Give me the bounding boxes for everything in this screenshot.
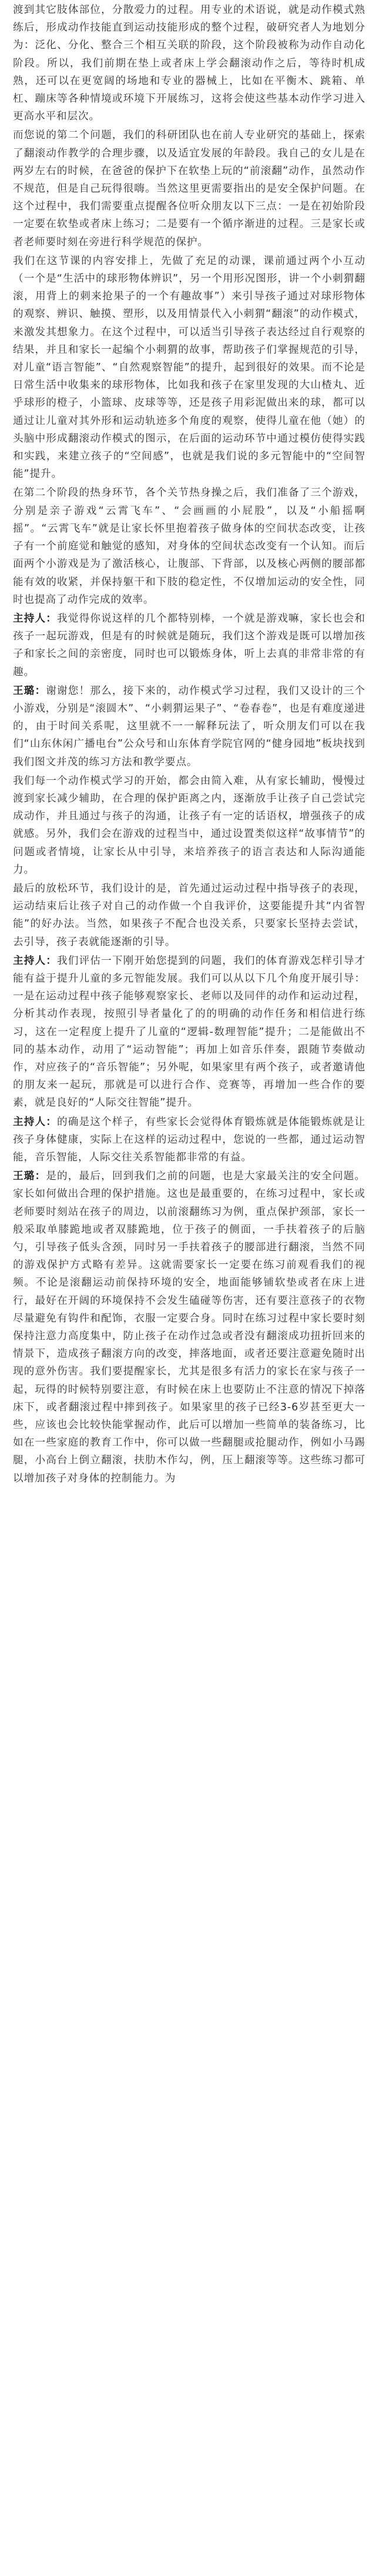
paragraph xyxy=(13,126,365,251)
speaker-label: 王璐： xyxy=(13,685,46,697)
paragraph xyxy=(13,1167,365,1487)
paragraph-text: 的确是这个样子，有些家长会觉得体育锻炼就是体能锻炼就是让孩子身体健康，实际上在这样的运动过程中，您说的一些都，通过运动智能，音乐智能，人际交往关系智能都非常的有益。 xyxy=(13,1116,366,1163)
paragraph xyxy=(13,1,365,125)
paragraph-text: 是的，最后，回到我们之前的问题，也是大家最关注的安全问题。家长如何做出合理的保护措施。这也是最重要的，在练习过程中，家长或老师要时刻站在孩子的周边，以前滚翻练习为例，重点保护颈部，家长一般采取单膝跪地或者双膝跪地，位于孩子的侧面，一手扶着孩子的后脑勺，引导孩子低头含颈，同时另一手扶着孩子的腰部进行翻滚，当然不同的游戏保护方式略有差异。这就需要家长一定要在练习前观看我们的视频。不论是滚翻运动前保持环境的安全，地面能够铺软垫或者在床上进行，最好在开阔的环境保持不会发生磕碰等伤害，还有要注意孩子的衣物尽量避免有钩件和配饰，衣服一定要合身。同时在练习过程中家长要时刻保持注意力高度集中，防止孩子在动作过急或者没有翻滚成功扭折回来的情景下，造成孩子翻滚方向的改变，摔落地面，或者还要注意避免随时出现的意外伤害。我们要提醒家长，尤其是很多有活力的家长在家与孩子一起，玩得的时候特别要注意，有时候在床上也要防止不注意的情况下掉落床下，或者翻滚过程中摔到孩子。如果家里的孩子已经3-6岁甚至更大一些，应该也会比较快能掌握动作，此后可以增加一些简单的装备练习，比如在一些家庭的教育工作中，你可以做一些翻腿或抢腿动作，例如小马踢腿，小高台上倒立翻滚，扶肋木作勾，例，压上翻滚等等。这些练习都可以增加孩子对身体的控制能力。为 xyxy=(13,1170,365,1484)
speaker-label: 主持人： xyxy=(13,955,58,967)
paragraph xyxy=(13,772,365,879)
paragraph-text: 而您说的第二个问题，我们的科研团队也在前人专业研究的基础上，探索了翻滚动作教学的合理步骤，以及适宜发展的年龄段。我自己的女儿是在两岁左右的时候，在爸爸的保护下在软垫上玩的“前滚翻”动作，虽然动作不规范，但是自己玩得很嗨。当然这里更需要指出的是安全保护问题。在这个过程中，我们需要重点提醒各位听众朋友以下三点：一是在初始阶段一定要在软垫或者床上练习；二是要有一个循序渐进的过程。三是家长或者老师要时刻在旁进行科学规范的保护。 xyxy=(13,129,365,248)
paragraph-text: 我们每一个动作模式学习的开始，都会由简入难，从有家长辅助，慢慢过渡到家长减少辅助，在合理的保护距离之内，逐渐放手让孩子自己尝试完成动作，并且通过与孩子的沟通，让孩子有一定的话语权，增强孩子的成就感。另外，我们会在游戏的过程当中，通过设置类似这样“故事情节”的问题或者情境，让家长从中引导，来培养孩子的语言表达和人际沟通能力。 xyxy=(13,775,365,876)
paragraph xyxy=(13,484,365,608)
paragraph xyxy=(13,682,365,771)
paragraph-text: 我们评估一下刚开始您提到的问题，我们的体育游戏怎样引导才能有益于提升儿童的多元智能发展。我们可以从以下几个角度开展引导：一是在运动过程中孩子能够观察家长、老师以及同伴的动作和运动过程，分析其动作表现，按照引导者量化了的的明确的动作任务和相信进行练习，这在一定程度上提升了儿童的“逻辑-数理智能”提升；二是能做出不同的基本动作，动用了“运动智能”；再加上如音乐伴奏，跟随节奏做动作，对应孩子的“音乐智能”；另外呢，如果家里有两个孩子，或者邀请他的朋友来一起玩，那就是可以进行合作、竞赛等，再增加一些合作的要素，就是良好的“人际交往智能”提升。 xyxy=(13,955,366,1109)
paragraph-text: 我们在这节课的内容安排上，先做了充足的动课，课前通过两个小互动（一个是“生活中的球形物体辨识”，另一个用形况图形，讲一个小刺猬翻滚，用背上的刺来抢果子的一个有趣故事”）来引导孩子通过对球形物体的观察、辨识、触摸、塑形，以及用情景代入小刺猬“翻滚”的动作模式，来激发其想象力。在这个过程中，可以适当引导孩子表达经过自行观察的结果，并且和家长一起编个小刺猬的故事，帮助孩子们掌握规范的引导，对儿童“语言智能”、“自然观察智能”的提升，起到很好的效果。而不论是日常生活中收集来的球形物体，比如我和孩子在家里发现的大山楂丸、近乎球形的橙子，小篮球、皮球等等，还是孩子用彩泥做出来的球，都可以通过让儿童对其外形和运动轨迹多个角度的观察，使得儿童在他（她）的头脑中形成翻滚动作模式的图示，在后面的运动环节中通过模仿使得实践和实践，来建立孩子的“空间感”，也就是我们说的多元智能中的“空间智能”提升。 xyxy=(13,255,365,481)
paragraph-text: 我觉得你说这样的几个都特别棒，一个就是游戏嘛，家长也会和孩子一起玩游戏，但是有的时候就是随玩，我们这个游戏是既可以增加孩子和家长之间的亲密度，同时也可以锻炼身体，听上去真的非常非常的有趣。 xyxy=(13,612,366,678)
speaker-label: 主持人： xyxy=(13,612,58,625)
paragraph-text: 在第二个阶段的热身环节，各个关节热身操之后，我们准备了三个游戏，分别是亲子游戏“云霄飞车”、“会画画的小屁股”，以及“小船摇啊摇”。“云霄飞车”就是让家长怀里抱着孩子做身体的空间状态改变，让孩子有一个前庭觉和触觉的感知，对身体的空间状态改变有一个认知。而后面两个小游戏是为了激活核心，让腹部、下背部，以及核心两侧的腰部都能有效的收紧，并保持躯干和下肢的稳定性，不仅增加运动的安全性，同时也提高了动作完成的效率。 xyxy=(13,487,365,606)
speaker-label: 王璐： xyxy=(13,1170,46,1183)
paragraph xyxy=(13,1113,365,1167)
speaker-label: 主持人： xyxy=(13,1116,58,1128)
paragraph-text: 最后的放松环节，我们设计的是，首先通过运动过程中指导孩子的表现，运动结束后让孩子对自己的动作做一个自我评价，这要能提升其“内省智能”的好办法。当然，如果孩子不配合也没关系，只要家长坚持去尝试，去引导，孩子表就能逐渐的引导。 xyxy=(13,882,365,948)
paragraph-text: 谢谢您！那么，接下来的，动作模式学习过程，我们又设计的三个小游戏，分别是“滚圆木”、“小刺猬运果子”、“卷春卷”，也是有难度递进的，由于时间关系呢，这里就不一一解释玩法了，听众朋友们可以在我们“山东休闲广播电台”公众号和山东体育学院官网的“健身园地”板块找到我们图文并茂的练习方法和教学要点。 xyxy=(13,685,365,768)
paragraph xyxy=(13,952,365,1112)
paragraph xyxy=(13,252,365,483)
paragraph xyxy=(13,880,365,951)
paragraph-text: 渡到其它肢体部位，分散爱力的过程。用专业的术语说，就是动作模式熟练后，形成动作技能直到运动技能形成的整个过程，破研究者人为地划分为：泛化、分化、整合三个相互关联的阶段，这个阶段被称为动作自动化阶段。所以，我们前期在垫上或者床上学会翻滚动作之后，等待时机成熟，还可以在更宽阔的场地和专业的器械上，比如在平衡木、跳箱、单杠、蹦床等各种情境或环境下开展练习，这将会使这些基本动作学习进入更高水平和层次。 xyxy=(13,4,365,123)
paragraph xyxy=(13,610,365,681)
